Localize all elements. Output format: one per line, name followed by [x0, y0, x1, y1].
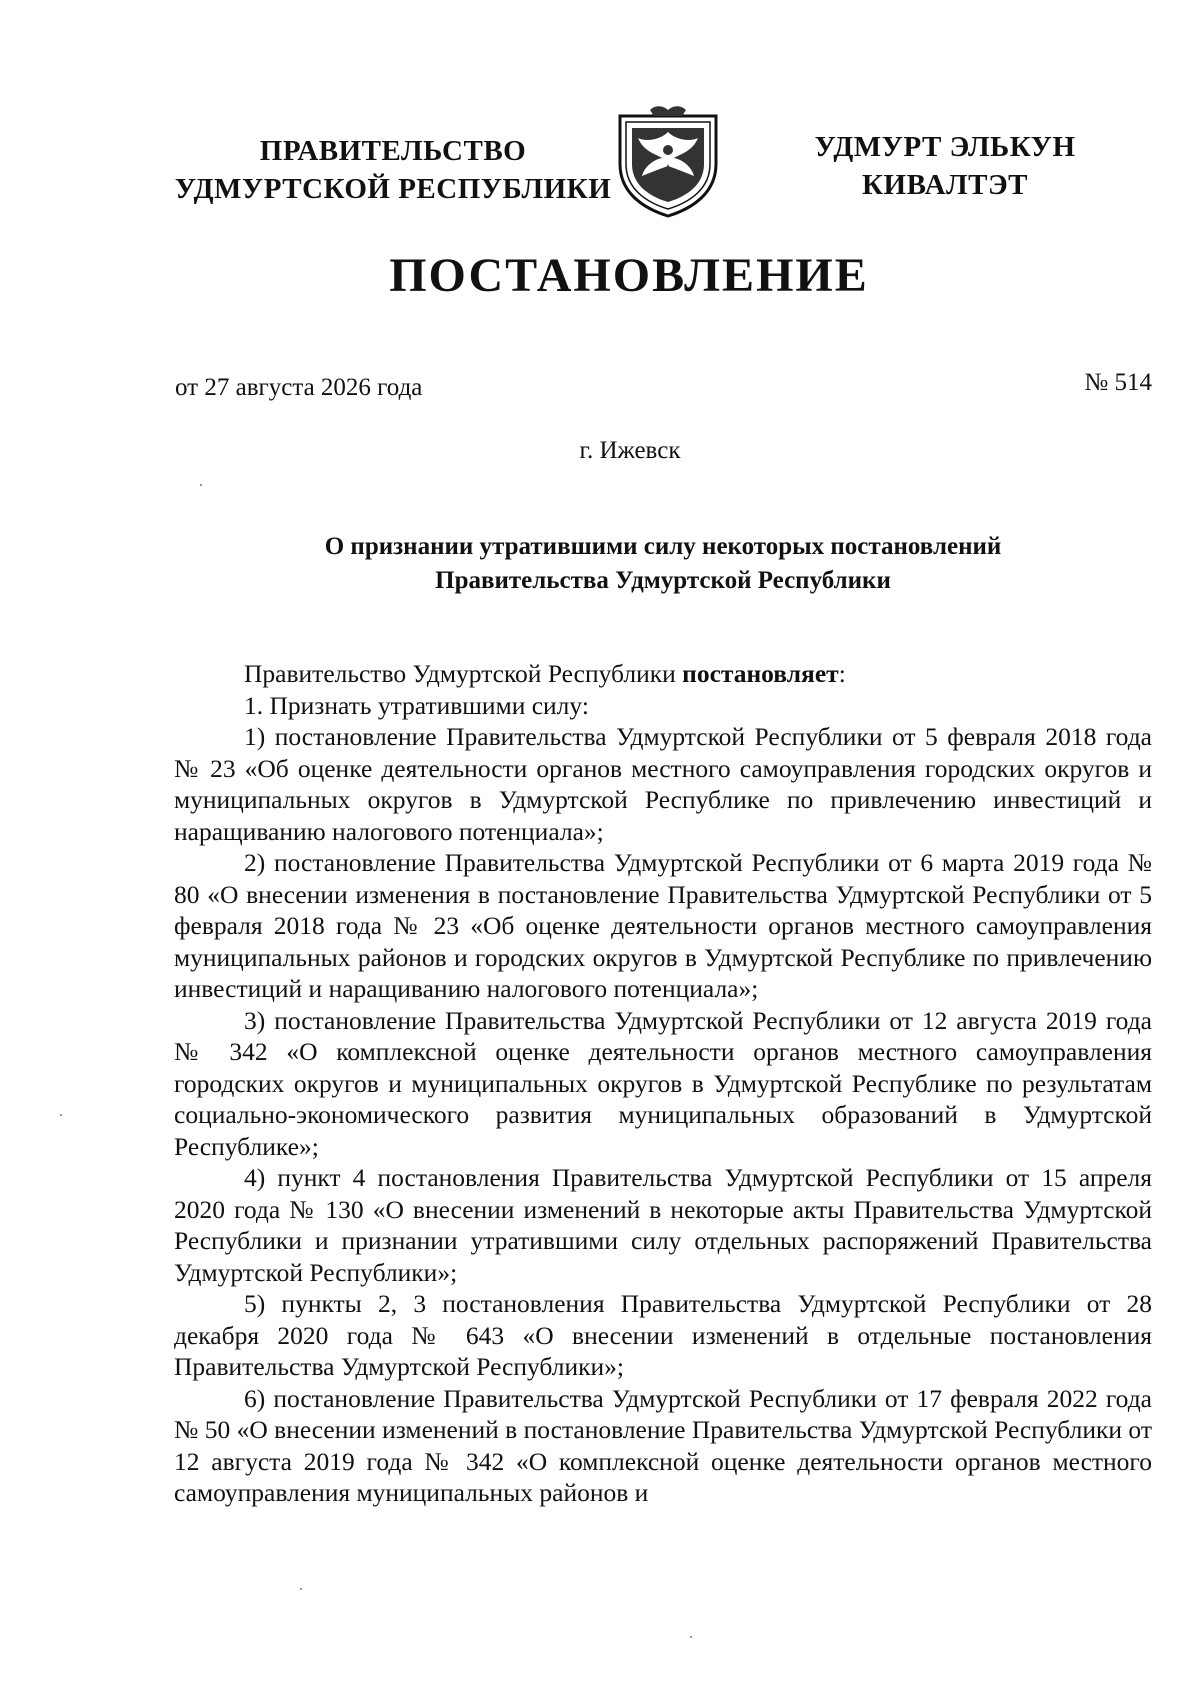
issuer-line-2: УДМУРТСКОЙ РЕСПУБЛИКИ	[174, 173, 612, 205]
udmurt-coat-of-arms-icon	[612, 102, 724, 218]
document-number: № 514	[1084, 369, 1152, 396]
document-city: г. Ижевск	[579, 437, 681, 464]
document-body	[174, 658, 1152, 1509]
preamble	[174, 658, 1152, 690]
scan-speck	[200, 484, 202, 486]
issuer-udmurt-line-1: УДМУРТ ЭЛЬКУН	[814, 131, 1076, 163]
subclause-5: 5) пункты 2, 3 постановления Правительства Удмуртской Республики от 28 декабря 2020 года № 643 «О внесении изменений в отдельные постановления Правительства Удмуртской Республики»;	[174, 1289, 1152, 1381]
scan-speck	[300, 1588, 302, 1590]
preamble-verb: постановляет	[682, 659, 839, 688]
preamble-text: Правительство Удмуртской Республики	[244, 659, 683, 688]
document-date: от 27 августа 2026 года	[175, 374, 423, 401]
clause-1: 1. Признать утратившими силу:	[244, 690, 589, 720]
issuer-udmurt-line-2: КИВАЛТЭТ	[861, 169, 1028, 201]
subclause-2: 2) постановление Правительства Удмуртской Республики от 6 марта 2019 года № 80 «О внесении изменения в постановление Правительства Удмуртской Республики от 5 февраля 2018 года № 23 «Об оценке деятельности органов местного самоуправления муниципальных районов и городских округов в Удмуртской Республике по привлечению инвестиций и наращиванию налогового потенциала»;	[174, 848, 1152, 1003]
subclause-1: 1) постановление Правительства Удмуртской Республики от 5 февраля 2018 года № 23 «Об оценке деятельности органов местного самоуправления городских округов и муниципальных округов в Удмуртской Республике по привлечению инвестиций и наращиванию налогового потенциала»;	[174, 722, 1152, 846]
subject-line-2: Правительства Удмуртской Республики	[435, 567, 891, 594]
document-subject	[175, 530, 1151, 598]
issuer-name-russian	[168, 132, 618, 208]
issuer-name-udmurt	[795, 128, 1095, 204]
subclause-4: 4) пункт 4 постановления Правительства Удмуртской Республики от 15 апреля 2020 года № 130 «О внесении изменений в некоторые акты Правительства Удмуртской Республики и признании утратившими силу отдельных распоряжений Правительства Удмуртской Республики»;	[174, 1163, 1152, 1287]
issuer-line-1: ПРАВИТЕЛЬСТВО	[259, 135, 527, 167]
subclause-3: 3) постановление Правительства Удмуртской Республики от 12 августа 2019 года № 342 «О комплексной оценке деятельности органов местного самоуправления городских округов и муниципальных округов в Удмуртской Республике по результатам социально-экономического развития муниципальных образований в Удмуртской Республике»;	[174, 1005, 1152, 1161]
scan-speck	[60, 1114, 62, 1116]
preamble-colon: :	[838, 659, 846, 688]
subclause-6: 6) постановление Правительства Удмуртской Республики от 17 февраля 2022 года № 50 «О внесении изменений в постановление Правительства Удмуртской Республики от 12 августа 2019 года № 342 «О комплексной оценке деятельности органов местного самоуправления муниципальных районов и	[174, 1383, 1152, 1507]
scan-speck	[690, 1636, 692, 1638]
subject-line-1: О признании утратившими силу некоторых постановлений	[324, 533, 1002, 560]
document-type-title: ПОСТАНОВЛЕНИЕ	[389, 249, 869, 302]
